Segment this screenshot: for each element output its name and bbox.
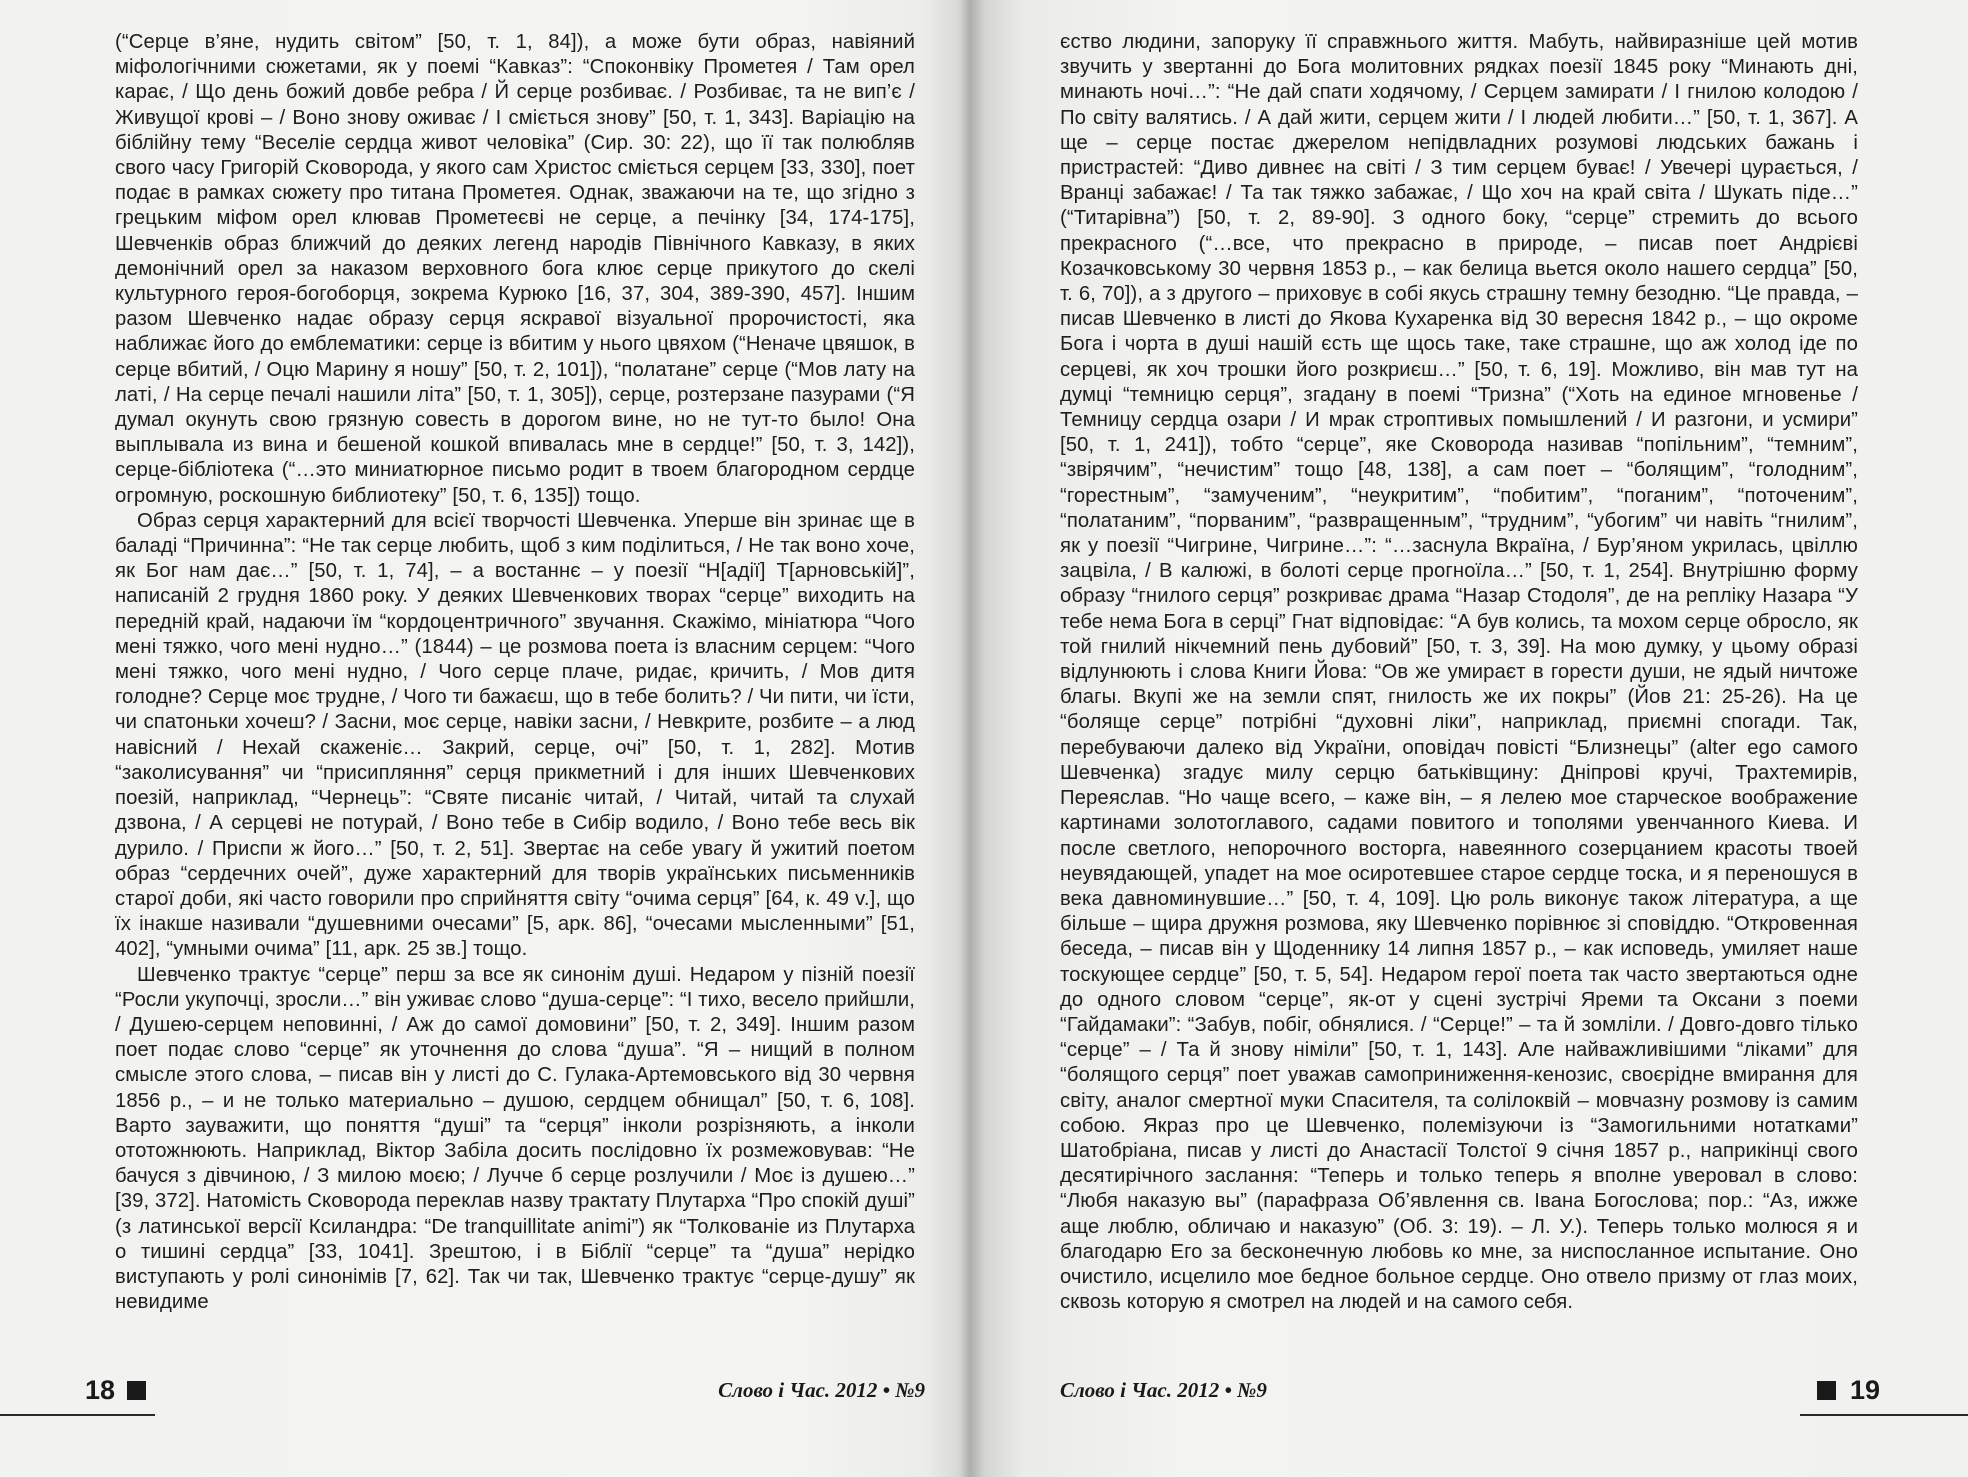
journal-title: Слово і Час. 2012 • №9 [1060,1377,1267,1402]
left-page-text [115,30,915,1315]
right-page-footer [1060,1370,1880,1410]
journal-title: Слово і Час. 2012 • №9 [718,1377,925,1402]
page-number: 19 [1849,1374,1880,1405]
paragraph: єство людини, запоруку її справжнього життя. Мабуть, найвиразніше цей мотив звучить у звертанні до Бога молитовних рядках поезії 1845 року “Минають дні, минають ночі…”: “Не дай спати ходячому, / Серцем замирати / І гнилою колодою / По світу валятись. / А дай жити, серцем жити / І людей любити…” [50, т. 1, 367]. А ще – серце постає джерелом непідвладних розумові людських бажань і пристрастей: “Диво дивнеє на світі / З тим серцем буває! / Увечері цурається, / Вранці забажає! / Та так тяжко забажає, / Що хоч на край світа / Шукать піде…” (“Титарівна”) [50, т. 2, 89-90]. З одного боку, “серце” стремить до всього прекрасного (“…все, что прекрасно в природе, – писав поет Андрієві Козачковському 30 червня 1853 р., – как белица вьется около нашего сердца” [50, т. 6, 70]), а з другого – приховує в собі якусь страшну темну безодню. “Це правда, – писав Шевченко в листі до Якова Кухаренка від 30 вересня 1842 р., – що окроме Бога і чорта в душі нашій єсть ще щось таке, таке страшне, що аж холод іде по серцеві, як хоч трошки його розкриєш…” [50, т. 6, 19]. Можливо, він мав тут на думці “темницю серця”, згадану в поемі “Тризна” (“Хоть на единое мгновенье / Темницу сердца озари / И мрак строптивых помышлений / И разгони, и усмири” [50, т. 1, 241]), тобто “серце”, яке Сковорода називав “попільним”, “темним”, “звірячим”, “нечистим” тощо [48, 138], а сам поет – “болящим”, “голодним”, “горестным”, “замученим”, “неукритим”, “побитим”, “поганим”, “поточеним”, “полатаним”, “порваним”, “развращенным”, “трудним”, “убогим” чи навіть “гнилим”, як у поезії “Чигрине, Чигрине…”: “…заснула Вкраїна, / Бур’яном укрилась, цвіллю зацвіла, / В калюжі, в болоті серце прогноїла…” [50, т. 1, 254]. Внутрішню форму образу “гнилого серця” розкриває драма “Назар Стодоля”, де на репліку Назара “У тебе нема Бога в серці” Гнат відповідає: “А був колись, та мохом серце обросло, як той гнилий нікчемний пень дубовий” [50, т. 3, 39]. На мою думку, у цьому образі відлунюють і слова Книги Йова: “Ов же умираєт в горести души, не ядый ничтоже благы. Вкупі же на земли спят, гнилость же их покры” (Йов 21: 25-26). На це “боляще серце” потрібні “духовні ліки”, наприклад, приємні спогади. Так, перебуваючи далеко від України, оповідач повісті “Близнецы” (alter ego самого Шевченка) згадує милу серцю батьківщину: Дніпрові кручі, Трахтемирів, Переяслав. “Но чаще всего, – каже він, – я лелею мое старческое воображение картинами золотоглавого, садами повитого и тополями увенчанного Киева. И после светлого, непорочного восторга, навеянного созерцанием красоты твоей неувядающей, упадет на мое осиротевшее старое сердце тоска, и я переношуся в века давноминувшие…” [50, т. 4, 109]. Цю роль виконує також література, а ще більше – щира дружня розмова, яку Шевченко порівнює зі сповіддю. “Откровенная беседа, – писав він у Щоденнику 14 липня 1857 р., – как исповедь, умиляет наше тоскующее сердце” [50, т. 5, 54]. Недаром герої поета так часто звертаються одне до одного словом “серце”, як-от у сцені зустрічі Яреми та Оксани з поеми “Гайдамаки”: “Забув, побіг, обнялися. / “Серце!” – та й зомліли. / Довго-довго тілько “серце” – / Та й знову німіли” [50, т. 1, 143]. Але найважливішими “ліками” для “болящого серця” поет уважав самоприниження-кенозис, своєрідне вмирання для світу, аналог смертної муки Спасителя, та солілоквій – мовчазну розмову із самим собою. Якраз про це Шевченко, полемізуючи із “Замогильними нотатками” Шатобріана, писав у листі до Анастасії Толстої 9 січня 1857 р., наприкінці свого десятирічного заслання: “Теперь и только теперь я вполне уверовал в слово: “Любя наказую вы” (парафраза Об’явлення св. Івана Богослова; пор.: “Аз, ижже аще люблю, обличаю и наказую” (Об. 3: 19). – Л. У.). Теперь только молюся я и благодарю Его за бесконечную любовь ко мне, за ниспосланное испытание. Оно очистило, исцелило мое бедное больное сердце. Оно отвело призму от глаз моих, сквозь которую я смотрел на людей и на самого себя. [1060,31,1858,1314]
square-marker-icon [127,1381,146,1400]
square-marker-icon [1817,1381,1836,1400]
paragraph: (“Серце в’яне, нудить світом” [50, т. 1, 84]), а може бути образ, навіяний міфологічними сюжетами, як у поемі “Кавказ”: “Споконвіку Прометея / Там орел карає, / Що день божий довбе ребра / Й серце розбиває. / Розбиває, та не вип’є / Живущої крові – / Воно знову оживає / І сміється знову” [50, т. 1, 343]. Варіацію на біблійну тему “Веселіе сердца живот человіка” (Сир. 30: 22), що її так полюбляв свого часу Григорій Сковорода, у якого сам Христос сміється серцем [33, 330], поет подає в рамках сюжету про титана Прометея. Однак, зважаючи на те, що згідно з грецьким міфом орел клював Прометеєві не серце, а печінку [34, 174-175], Шевченків образ ближчий до деяких легенд народів Північного Кавказу, в яких демонічний орел за наказом верховного бога клює серце прикутого до скелі культурного героя-богоборця, зокрема Курюко [16, 37, 304, 389-390, 457]. Іншим разом Шевченко надає образу серця яскравої візуальної пророчистості, яка наближає його до емблематики: серце із вбитим у нього цвяхом (“Неначе цвяшок, в серце вбитий, / Оцю Марину я ношу” [50, т. 2, 101]), “полатане” серце (“Мов лату на латі, / На серце печалі нашили літа” [50, т. 1, 305]), серце, розтерзане пазурами (“Я думал окунуть свою грязную совесть в дорогом вине, но не тут-то было! Она выплывала из вина и бешеной кошкой впивалась мне в сердце!” [50, т. 3, 142]), серце-бібліотека (“…это миниатюрное письмо родит в твоем благородном сердце огромную, роскошную библиотеку” [50, т. 6, 135]) тощо. [115,31,915,507]
right-page-text [1060,30,1858,1315]
paragraph: Шевченко трактує “серце” перш за все як синонім душі. Недаром у пізній поезії “Росли укупочці, зросли…” він уживає слово “душа-серце”: “І тихо, весело прийшли, / Душею-серцем неповинні, / Аж до самої домовини” [50, т. 2, 349]. Іншим разом поет подає слово “серце” як уточнення до слова “душа”. “Я – нищий в полном смысле этого слова, – писав він у листі до С. Гулака-Артемовського від 30 червня 1856 р., – и не только материально – душою, сердцем обнищал” [50, т. 6, 108]. Варто зауважити, що поняття “душі” та “серця” інколи розрізняють, а інколи ототожнюють. Наприклад, Віктор Забіла досить послідовно їх розмежовував: “Не бачуся з дівчиною, / З милою моєю; / Лучче б серце розлучили / Моє із душею…” [39, 372]. Натомість Сковорода переклав назву трактату Плутарха “Про спокій душі” (з латинської версії Ксиландра: “De tranquillitate animi”) як “Толкованіе из Плутарха о тишині сердца” [33, 1041]. Зрештою, і в Біблії “серце” та “душа” нерідко виступають у ролі синонімів [7, 62]. Так чи так, Шевченко трактує “серце-душу” як невидиме [115,963,915,1314]
right-page [1060,30,1858,1380]
page-number: 18 [85,1374,116,1405]
paragraph: Образ серця характерний для всієї творчості Шевченка. Уперше він зринає ще в баладі “Причинна”: “Не так серце любить, щоб з ким поділиться, / Не так воно хоче, як Бог нам дає…” [50, т. 1, 74], – а востаннє – у поезії “Н[адії] Т[арновській]”, написаній 2 грудня 1860 року. У деяких Шевченкових творах “серце” виходить на передній край, надаючи їм “кордоцентричного” звучання. Скажімо, мініатюра “Чого мені тяжко, чого мені нудно…” (1844) – це розмова поета із власним серцем: “Чого мені тяжко, чого мені нудно, / Чого серце плаче, ридає, кричить, / Мов дитя голодне? Серце моє трудне, / Чого ти бажаєш, що в тебе болить? / Чи пити, чи їсти, чи спатоньки хочеш? / Засни, моє серце, навіки засни, / Невкрите, розбите – а люд навісний / Нехай скаженіє… Закрий, серце, очі” [50, т. 1, 282]. Мотив “заколисування” чи “присипляння” серця прикметний і для інших Шевченкових поезій, наприклад, “Чернець”: “Святе писаніє читай, / Читай, читай та слухай дзвона, / А серцеві не потурай, / Воно тебе в Сибір водило, / Воно тебе весь вік дурило. / Приспи ж його…” [50, т. 2, 51]. Звертає на себе увагу й ужитий поетом образ “сердечних очей”, дуже характерний для творів українських письменників старої доби, які часто говорили про сприйняття світу “очима серця” [64, к. 49 v.], що їх інакше називали “душевними очесами” [5, арк. 86], “очесами мысленными” [51, 402], “умными очима” [11, арк. 25 зв.] тощо. [115,509,915,961]
gutter-shadow [955,0,985,1477]
footer-rule [0,1414,155,1416]
footer-rule [1800,1414,1968,1416]
left-page [115,30,915,1380]
left-page-footer [85,1370,925,1410]
